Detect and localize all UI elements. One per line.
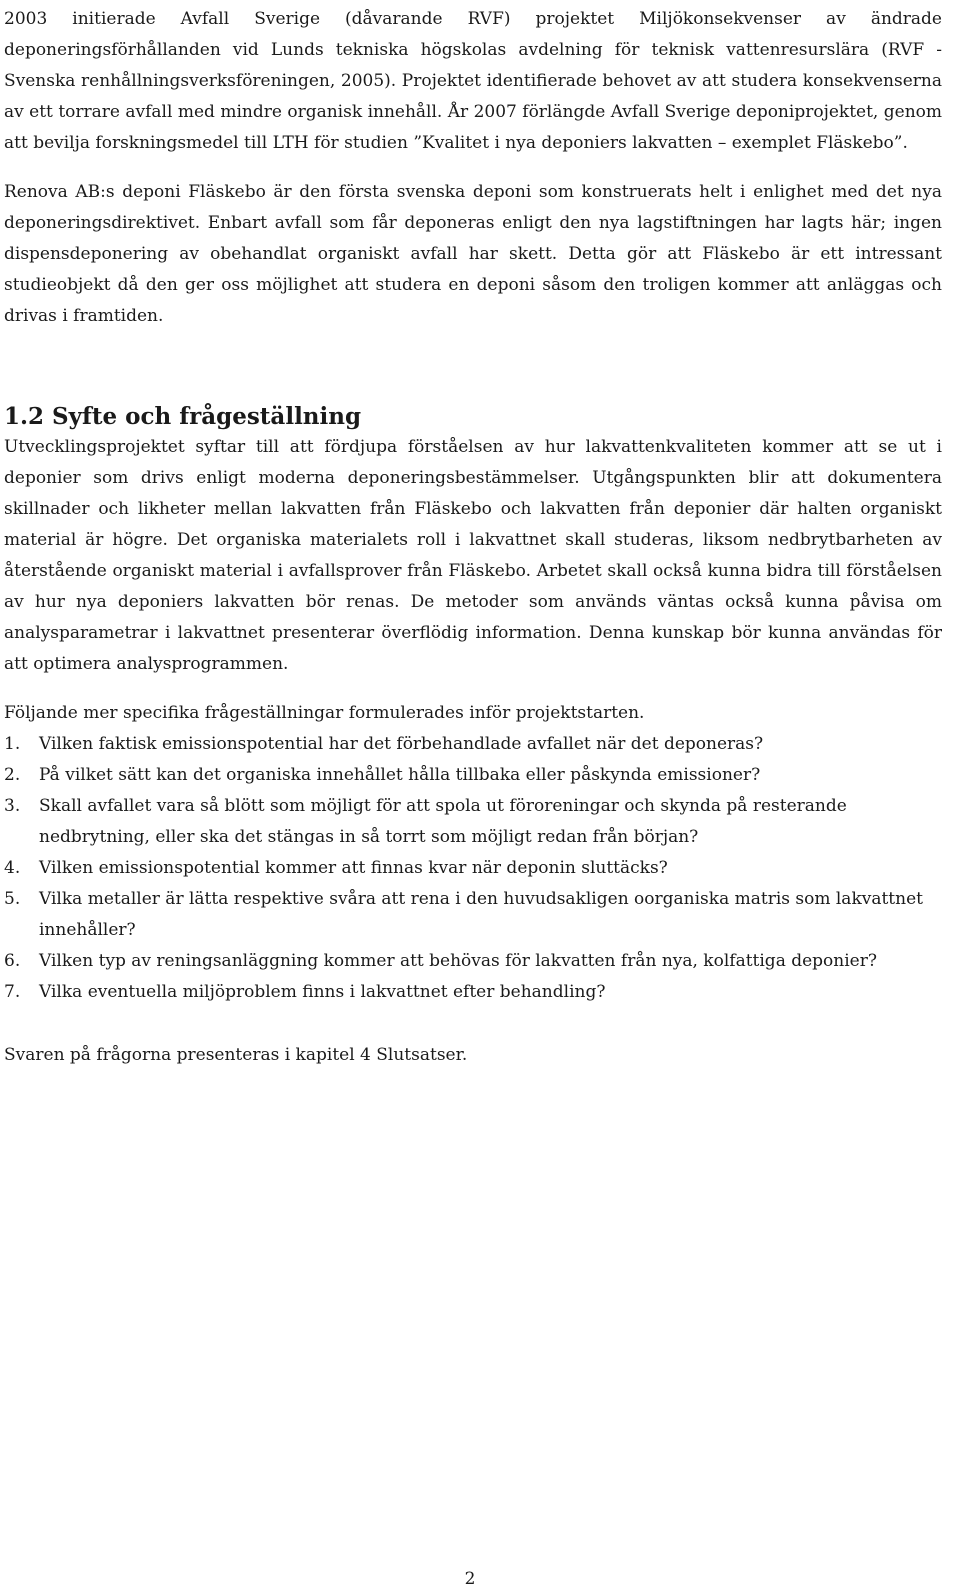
section-body-paragraph: Utvecklingsprojektet syftar till att fördjupa förståelsen av hur lakvattenkvaliteten kommer att se ut i deponier som drivs enligt moderna deponeringsbestämmelser. Utgångspunkten blir att dokumentera skillnader och likheter mellan lakvatten från Fläskebo och lakvatten från deponier där halten organiskt material är högre. Det organiska materialets roll i lakvattnet skall studeras, liksom nedbrytbarheten av återstående organiskt material i avfallsprover från Fläskebo. Arbetet skall också kunna bidra till förståelsen av hur nya deponiers lakvatten bör renas. De metoder som används väntas också kunna påvisa om analysparametrar i lakvattnet presenterar överflödig information. Denna kunskap bör kunna användas för att optimera analysprogrammen. (4, 437, 942, 674)
intro-paragraph-project-history: 2003 initierade Avfall Sverige (dåvarande RVF) projektet Miljökonsekvenser av ändrade deponeringsförhållanden vid Lunds tekniska högskolas avdelning för teknisk vattenresurslära (RVF - Svenska renhållningsverksföreningen, 2005). Projektet identifierade behovet av att studera konsekvenserna av ett torrare avfall med mindre organisk innehåll. År 2007 förlängde Avfall Sverige deponiprojektet, genom att bevilja forskningsmedel till LTH för studien ”Kvalitet i nya deponiers lakvatten – exemplet Fläskebo”. (4, 9, 942, 153)
list-item (4, 729, 942, 760)
list-item (4, 884, 942, 946)
page-number: 2 (464, 1569, 476, 1589)
list-item (4, 853, 942, 884)
list-item-text: Skall avfallet vara så blött som möjligt för att spola ut föroreningar och skynda på resterande nedbrytning, eller ska det stängas in så torrt som möjligt redan från början? (39, 796, 847, 847)
list-item-number: 4. (4, 858, 21, 878)
list-item-number: 5. (4, 889, 21, 909)
list-item-text: Vilken emissionspotential kommer att finnas kvar när deponin sluttäcks? (39, 858, 668, 878)
list-item (4, 946, 942, 977)
intro-paragraph-flaskebo: Renova AB:s deponi Fläskebo är den första svenska deponi som konstruerats helt i enlighet med det nya deponeringsdirektivet. Enbart avfall som får deponeras enligt den nya lagstiftningen har lagts här; ingen dispensdeponering av obehandlat organiskt avfall har skett. Detta gör att Fläskebo är ett intressant studieobjekt då den ger oss möjlighet att studera en deponi såsom den troligen kommer att anläggas och drivas i framtiden. (4, 182, 942, 326)
questions-list (4, 729, 942, 1008)
section-heading: 1.2 Syfte och frågeställning (4, 403, 362, 430)
list-item-text: På vilket sätt kan det organiska innehållet hålla tillbaka eller påskynda emissioner? (39, 765, 761, 785)
questions-intro: Följande mer specifika frågeställningar formulerades inför projektstarten. (4, 703, 645, 723)
list-item-text: Vilka metaller är lätta respektive svåra att rena i den huvudsakligen oorganiska matris som lakvattnet innehåller? (39, 889, 923, 940)
closing-paragraph: Svaren på frågorna presenteras i kapitel 4 Slutsatser. (4, 1045, 468, 1065)
list-item-number: 2. (4, 765, 21, 785)
list-item (4, 977, 942, 1008)
list-item-text: Vilka eventuella miljöproblem finns i lakvattnet efter behandling? (39, 982, 606, 1002)
list-item-text: Vilken typ av reningsanläggning kommer att behövas för lakvatten från nya, kolfattiga deponier? (39, 951, 877, 971)
list-item-number: 6. (4, 951, 21, 971)
list-item-text: Vilken faktisk emissionspotential har det förbehandlade avfallet när det deponeras? (39, 734, 764, 754)
list-item (4, 791, 942, 853)
list-item-number: 3. (4, 796, 21, 816)
list-item-number: 7. (4, 982, 21, 1002)
list-item-number: 1. (4, 734, 21, 754)
list-item (4, 760, 942, 791)
